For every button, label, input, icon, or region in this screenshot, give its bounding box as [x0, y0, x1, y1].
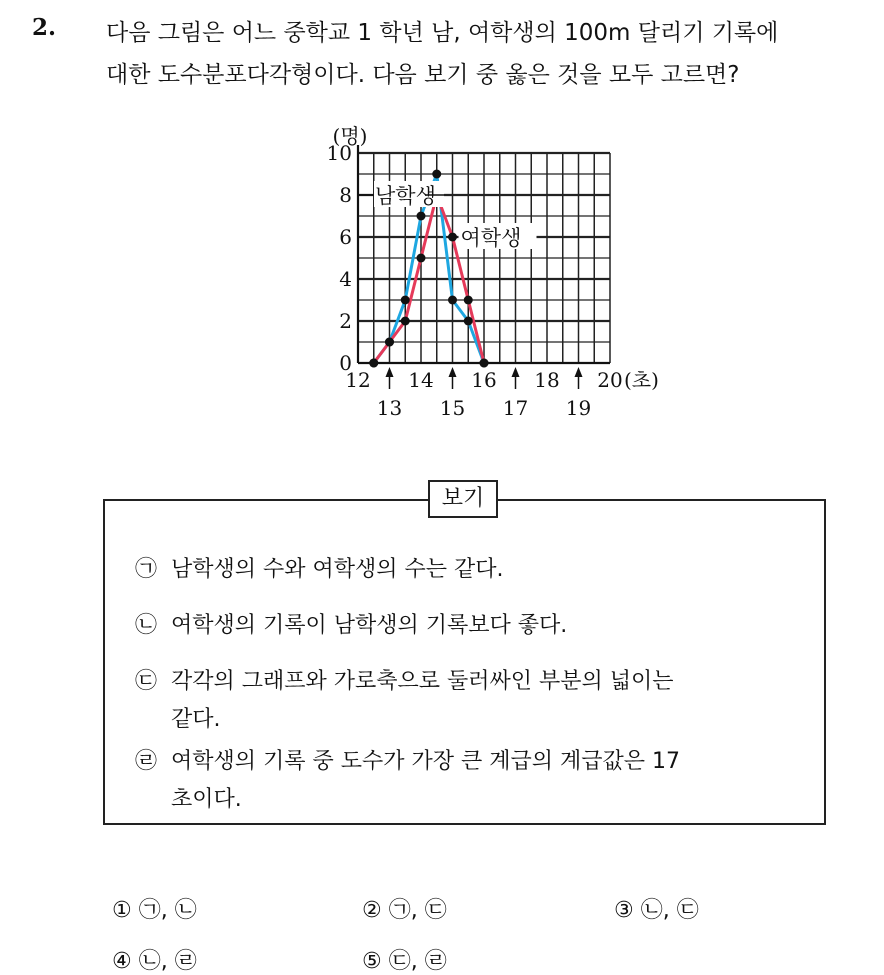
x-tick-arrowhead	[449, 367, 457, 377]
y-tick-label: 0	[339, 351, 352, 375]
bogi-item-4	[135, 744, 680, 775]
data-point	[369, 359, 378, 368]
bogi-text-1: 남학생의 수와 여학생의 수는 같다.	[171, 557, 504, 582]
frequency-polygon-chart	[300, 110, 660, 430]
choice-3[interactable]	[614, 893, 699, 924]
x-tick-label-upper: 12	[345, 368, 371, 392]
x-tick-label-upper: 20	[597, 368, 623, 392]
bogi-marker-4: ㉣	[135, 749, 158, 774]
y-tick-label: 2	[339, 309, 352, 333]
choice-3-num: ③	[614, 898, 634, 923]
series-label-1: 남학생	[375, 184, 436, 208]
choice-2-num: ②	[362, 898, 382, 923]
x-tick-label-lower: 15	[439, 396, 466, 420]
x-tick-label-upper: 18	[534, 368, 560, 392]
data-point	[401, 296, 410, 305]
data-point	[448, 296, 457, 305]
bogi-marker-2: ㉡	[135, 613, 158, 638]
x-tick-label-upper: 14	[408, 368, 434, 392]
data-point	[401, 317, 410, 326]
bogi-box	[103, 499, 826, 825]
bogi-item-3	[135, 664, 674, 695]
question-number: 2.	[32, 14, 57, 41]
data-point	[432, 170, 441, 179]
data-point	[480, 359, 489, 368]
bogi-marker-3: ㉢	[135, 669, 158, 694]
chart-labels	[327, 124, 659, 420]
data-point	[417, 254, 426, 263]
bogi-text-4-cont: 초이다.	[171, 787, 242, 812]
x-tick-label-lower: 19	[565, 396, 592, 420]
question-line-1: 다음 그림은 어느 중학교 1 학년 남, 여학생의 100m 달리기 기록에	[106, 20, 779, 46]
y-tick-label: 10	[326, 141, 352, 165]
choice-2-text: ㉠, ㉢	[388, 898, 447, 923]
bogi-text-2: 여학생의 기록이 남학생의 기록보다 좋다.	[171, 613, 568, 638]
x-tick-arrowhead	[386, 367, 394, 377]
choice-4-num: ④	[112, 949, 132, 974]
data-point	[448, 233, 457, 242]
x-tick-label-lower: 13	[376, 396, 403, 420]
bogi-item-1	[135, 552, 504, 583]
data-point	[385, 338, 394, 347]
bogi-text-3: 각각의 그래프와 가로축으로 둘러싸인 부분의 넓이는	[171, 669, 674, 694]
bogi-text-4: 여학생의 기록 중 도수가 가장 큰 계급의 계급값은 17	[171, 749, 680, 774]
y-tick-label: 6	[339, 225, 352, 249]
choice-1-num: ①	[112, 898, 132, 923]
x-tick-label-lower: 17	[502, 396, 529, 420]
choice-5[interactable]	[362, 944, 447, 975]
data-point	[417, 212, 426, 221]
x-tick-arrowhead	[575, 367, 583, 377]
choice-2[interactable]	[362, 893, 447, 924]
bogi-item-2	[135, 608, 567, 639]
series-label-2: 여학생	[460, 226, 522, 250]
x-tick-arrowhead	[512, 367, 520, 377]
x-tick-label-upper: 16	[471, 368, 497, 392]
choice-5-num: ⑤	[362, 949, 382, 974]
choice-1-text: ㉠, ㉡	[138, 898, 197, 923]
bogi-marker-1: ㉠	[135, 557, 158, 582]
x-axis-label: (초)	[624, 368, 659, 392]
choice-4[interactable]	[112, 944, 197, 975]
y-axis-label: (명)	[332, 124, 368, 148]
data-point	[464, 317, 473, 326]
question-line-2: 대한 도수분포다각형이다. 다음 보기 중 옳은 것을 모두 고르면?	[106, 62, 740, 88]
data-point	[464, 296, 473, 305]
y-tick-label: 8	[339, 183, 352, 207]
bogi-text-3-cont: 같다.	[171, 707, 221, 732]
choice-1[interactable]	[112, 893, 197, 924]
choice-4-text: ㉡, ㉣	[138, 949, 197, 974]
y-tick-label: 4	[339, 267, 352, 291]
bogi-title: 보기	[428, 480, 498, 518]
choice-3-text: ㉡, ㉢	[640, 898, 699, 923]
choice-5-text: ㉢, ㉣	[388, 949, 447, 974]
